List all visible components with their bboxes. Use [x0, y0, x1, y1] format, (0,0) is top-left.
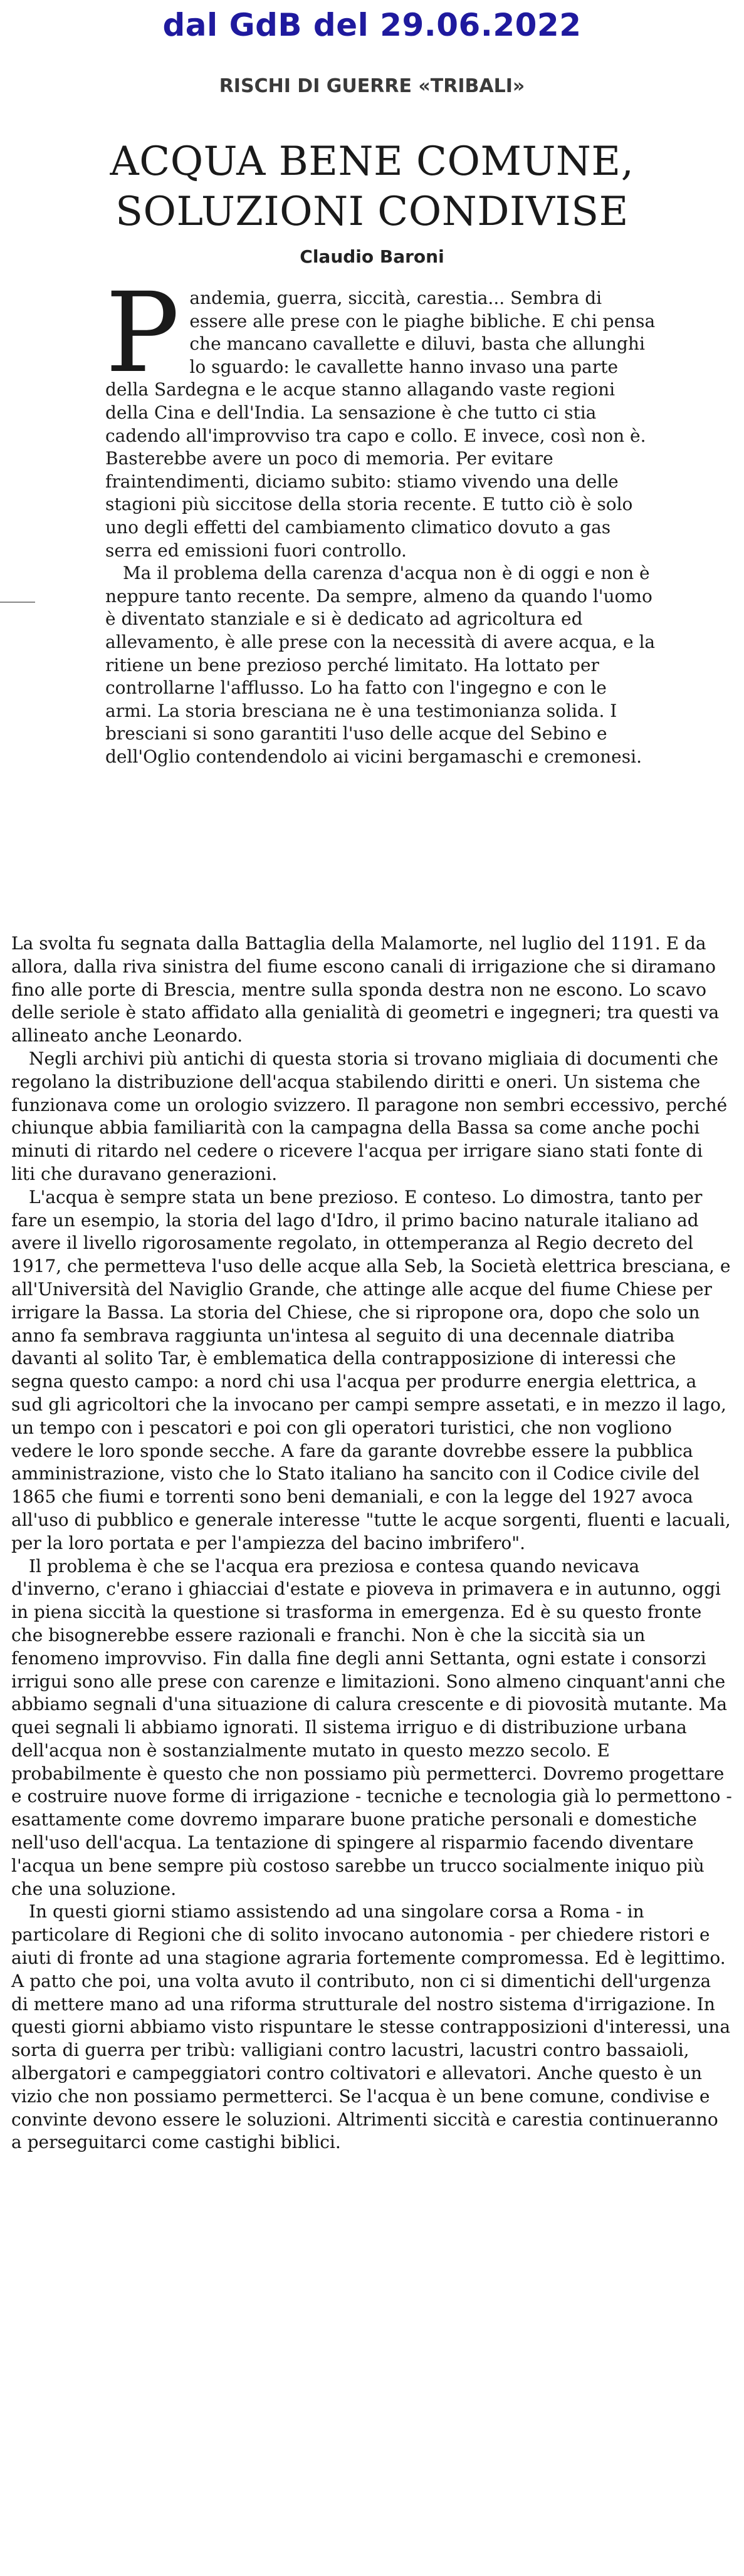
source-date-header: dal GdB del 29.06.2022	[162, 7, 582, 43]
article-body	[11, 932, 732, 2154]
body-paragraph-2: Negli archivi più antichi di questa storia si trovano migliaia di documenti che regolano la distribuzione dell'acqua stabilendo diritti e oneri. Un sistema che funzionava come un orologio svizzero. Il paragone non sembri eccessivo, perché chiunque abbia familiarità con la campagna della Bassa sa come anche pochi minuti di ritardo nel cedere o ricevere l'acqua per irrigare siano stati fonte di liti che duravano generazioni.	[11, 1048, 728, 1184]
section-kicker: RISCHI DI GUERRE «TRIBALI»	[219, 75, 525, 97]
body-paragraph-4: Il problema è che se l'acqua era preziosa e contesa quando nevicava d'inverno, c'erano i ghiacciai d'estate e pioveva in primavera e in autunno, oggi in piena siccità la questione si trasforma in emergenza. Ed è su questo fronte che bisognerebbe essere razionali e franchi. Non è che la siccità sia un fenomeno improvviso. Fin dalla fine degli anni Settanta, ogni estate i consorzi irrigui sono alle prese con carenze e limitazioni. Sono almeno cinquant'anni che abbiamo segnali d'una situazione di calura crescente e di piovosità mutante. Ma quei segnali li abbiamo ignorati. Il sistema irriguo e di distribuzione urbana dell'acqua non è sostanzialmente mutato in questo mezzo secolo. E probabilmente è questo che non possiamo più permetterci. Dovremo progettare e costruire nuove forme di irrigazione - tecniche e tecnologia già lo permettono - esattamente come dovremo imparare buone pratiche personali e domestiche nell'uso dell'acqua. La tentazione di spingere al risparmio facendo diventare l'acqua un bene sempre più costoso sarebbe un trucco socialmente iniquo più che una soluzione.	[11, 1555, 732, 1899]
article-headline	[75, 137, 669, 237]
body-paragraph-3: L'acqua è sempre stata un bene prezioso. E conteso. Lo dimostra, tanto per fare un esempio, la storia del lago d'Idro, il primo bacino naturale italiano ad avere il livello rigorosamente regolato, in ottemperanza al Regio decreto del 1917, che permetteva l'uso delle acque alla Seb, la Società elettrica bresciana, e all'Università del Naviglio Grande, che attinge alle acque del fiume Chiese per irrigare la Bassa. La storia del Chiese, che si ripropone ora, dopo che solo un anno fa sembrava raggiunta un'intesa al seguito di una decennale diatriba davanti al solito Tar, è emblematica della contrapposizione di interessi che segna questo campo: a nord chi usa l'acqua per produrre energia elettrica, a sud gli agricoltori che la invocano per campi sempre assetati, e in mezzo il lago, un tempo con i pescatori e poi con gli operatori turistici, che non vogliono vedere le loro sponde secche. A fare da garante dovrebbe essere la pubblica amministrazione, visto che lo Stato italiano ha sancito con il Codice civile del 1865 che fiumi e torrenti sono beni demaniali, e con la legge del 1927 avoca all'uso di pubblico e generale interesse "tutte le acque sorgenti, fluenti e lacuali, per la loro portata e per l'ampiezza del bacino imbrifero".	[11, 1186, 731, 1553]
lead-paragraph-2: Ma il problema della carenza d'acqua non è di oggi e non è neppure tanto recente. Da sempre, almeno da quando l'uomo è diventato stanziale e si è dedicato ad agricoltura ed allevamento, è alle prese con la necessità di avere acqua, e la ritiene un bene prezioso perché limitato. Ha lottato per controllarne l'afflusso. Lo ha fatto con l'ingegno e con le armi. La storia bresciana ne è una testimonianza solida. I bresciani si sono garantiti l'uso delle acque del Sebino e dell'Oglio contendendolo ai vicini bergamaschi e cremonesi.	[105, 563, 656, 767]
headline-line-1: ACQUA BENE COMUNE,	[110, 138, 634, 185]
body-paragraph-5: In questi giorni stiamo assistendo ad una singolare corsa a Roma - in particolare di Regioni che di solito invocano autonomia - per chiedere ristori e aiuti di fronte ad una stagione agraria fortemente compromessa. Ed è legittimo. A patto che poi, una volta avuto il contributo, non ci si dimentichi dell'urgenza di mettere mano ad una riforma strutturale del nostro sistema d'irrigazione. In questi giorni abbiamo visto rispuntare le stesse contrapposizioni d'interessi, una sorta di guerra per tribù: valligiani contro lacustri, lacustri contro bassaioli, albergatori e campeggiatori contro coltivatori e allevatori. Anche questo è un vizio che non possiamo permetterci. Se l'acqua è un bene comune, condivise e convinte devono essere le soluzioni. Altrimenti siccità e carestia continueranno a perseguitarci come castighi biblici.	[11, 1901, 731, 2153]
body-paragraph-1: La svolta fu segnata dalla Battaglia della Malamorte, nel luglio del 1191. E da allora, dalla riva sinistra del fiume escono canali di irrigazione che si diramano fino alle porte di Brescia, mentre sulla sponda destra non ne escono. Lo scavo delle seriole è stato affidato alla genialità di geometri e ingegneri; tra questi va allineato anche Leonardo.	[11, 933, 720, 1046]
drop-cap: P	[105, 269, 180, 397]
author-byline: Claudio Baroni	[300, 246, 444, 267]
headline-line-2: SOLUZIONI CONDIVISE	[115, 189, 629, 235]
lead-paragraph-1	[105, 269, 657, 562]
article-lead	[105, 269, 657, 768]
lead-paragraph-1-text: andemia, guerra, siccità, carestia... Sembra di essere alle prese con le piaghe bibliche. E chi pensa che mancano cavallette e diluvi, basta che allunghi lo sguardo: le cavallette hanno invaso una parte della Sardegna e le acque stanno allagando vaste regioni della Cina e dell'India. La sensazione è che tutto ci stia cadendo all'improvviso tra capo e collo. E invece, così non è. Basterebbe avere un poco di memoria. Per evitare fraintendimenti, diciamo subito: stiamo vivendo una delle stagioni più siccitose della storia recente. E tutto ciò è solo uno degli effetti del cambiamento climatico dovuto a gas serra ed emissioni fuori controllo.	[105, 288, 656, 561]
margin-mark	[0, 602, 35, 603]
